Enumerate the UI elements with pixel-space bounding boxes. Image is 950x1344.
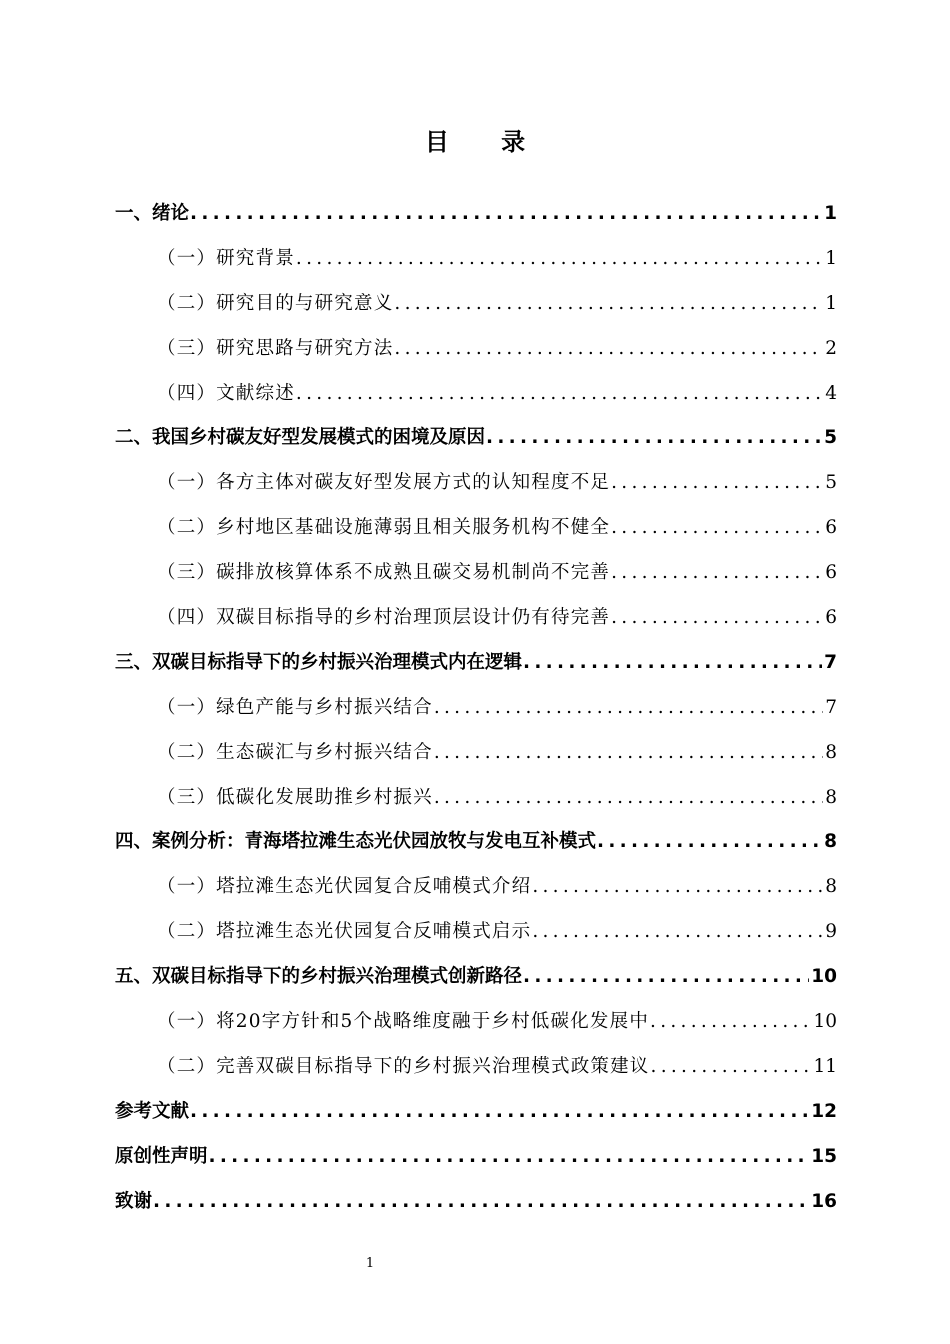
toc-entry-title: （二）乡村地区基础设施薄弱且相关服务机构不健全 [157, 517, 611, 539]
toc-entry-page: 10 [811, 966, 837, 988]
toc-entry-title: （二）完善双碳目标指导下的乡村振兴治理模式政策建议 [157, 1055, 650, 1077]
toc-section-entry[interactable] [115, 596, 837, 641]
toc-entry-page: 10 [813, 1011, 837, 1033]
toc-entry-title: （二）生态碳汇与乡村振兴结合 [157, 741, 433, 763]
toc-chapter-entry[interactable] [115, 955, 837, 1000]
toc-entry-title: （一）绿色产能与乡村振兴结合 [157, 696, 433, 718]
toc-dot-leader [434, 731, 823, 776]
toc-dot-leader [190, 1090, 809, 1135]
toc-dot-leader [650, 1000, 811, 1045]
toc-dot-leader [611, 461, 823, 506]
toc-entry-title: （一）将20字方针和5个战略维度融于乡村低碳化发展中 [157, 1011, 650, 1033]
toc-chapter-entry[interactable] [115, 641, 837, 686]
toc-dot-leader [597, 820, 822, 865]
toc-dot-leader [532, 865, 823, 910]
toc-section-entry[interactable] [115, 461, 837, 506]
toc-dot-leader [153, 1180, 809, 1225]
toc-entry-page: 1 [824, 203, 837, 224]
toc-entry-title: 原创性声明 [115, 1145, 208, 1167]
toc-dot-leader [651, 1045, 812, 1090]
toc-entry-title: （三）碳排放核算体系不成熟且碳交易机制尚不完善 [157, 562, 611, 584]
toc-entry-title: 四、案例分析：青海塔拉滩生态光伏园放牧与发电互补模式 [115, 831, 597, 853]
toc-entry-title: 三、双碳目标指导下的乡村振兴治理模式内在逻辑 [115, 651, 523, 673]
toc-entry-page: 7 [825, 696, 837, 718]
toc-entry-page: 5 [825, 472, 837, 494]
toc-dot-leader [394, 282, 823, 327]
page-number: 1 [365, 1256, 375, 1271]
toc-entry-title: （三）研究思路与研究方法 [157, 337, 394, 359]
toc-entry-page: 16 [811, 1190, 837, 1212]
toc-entry-page: 12 [811, 1100, 837, 1122]
toc-entry-page: 1 [825, 292, 837, 314]
toc-entry-title: （二）研究目的与研究意义 [157, 292, 394, 314]
toc-entry-page: 5 [824, 427, 837, 449]
toc-entry-title: （四）双碳目标指导的乡村治理顶层设计仍有待完善 [157, 607, 611, 629]
toc-section-entry[interactable] [115, 865, 837, 910]
toc-entry-page: 4 [825, 382, 837, 404]
toc-section-entry[interactable] [115, 282, 837, 327]
toc-dot-leader [611, 596, 823, 641]
toc-chapter-entry[interactable] [115, 820, 837, 865]
toc-entry-title: （一）研究背景 [157, 247, 295, 269]
toc-section-entry[interactable] [115, 372, 837, 417]
toc-chapter-entry[interactable] [115, 1090, 837, 1135]
toc-entry-title: （二）塔拉滩生态光伏园复合反哺模式启示 [157, 921, 532, 943]
toc-entry-page: 6 [825, 607, 837, 629]
toc-entry-title: 参考文献 [115, 1100, 190, 1122]
toc-dot-leader [523, 641, 822, 686]
toc-chapter-entry[interactable] [115, 416, 837, 461]
toc-entry-page: 1 [825, 247, 837, 269]
toc-section-entry[interactable] [115, 551, 837, 596]
toc-entry-page: 8 [825, 876, 837, 898]
toc-section-entry[interactable] [115, 731, 837, 776]
toc-entry-page: 6 [825, 562, 837, 584]
toc-entry-page: 8 [825, 741, 837, 763]
toc-entry-page: 9 [825, 921, 837, 943]
toc-chapter-entry[interactable] [115, 1180, 837, 1225]
toc-chapter-entry[interactable] [115, 192, 837, 237]
toc-section-entry[interactable] [115, 686, 837, 731]
toc-dot-leader [434, 686, 823, 731]
toc-section-entry[interactable] [115, 776, 837, 821]
toc-section-entry[interactable] [115, 327, 837, 372]
toc-dot-leader [523, 955, 809, 1000]
toc-entry-page: 8 [825, 786, 837, 808]
toc-dot-leader [296, 372, 823, 417]
toc-entry-page: 15 [811, 1145, 837, 1167]
toc-dot-leader [611, 506, 823, 551]
toc-entry-title: 五、双碳目标指导下的乡村振兴治理模式创新路径 [115, 966, 523, 988]
toc-entry-title: 一、绪论 [115, 203, 190, 224]
toc-entry-page: 6 [825, 517, 837, 539]
toc-chapter-entry[interactable] [115, 1135, 837, 1180]
toc-entry-title: 致谢 [115, 1190, 153, 1212]
toc-entry-title: （四）文献综述 [157, 382, 295, 404]
toc-entry-title: （一）塔拉滩生态光伏园复合反哺模式介绍 [157, 876, 532, 898]
toc-entry-title: （一）各方主体对碳友好型发展方式的认知程度不足 [157, 472, 611, 494]
toc-dot-leader [209, 1135, 810, 1180]
toc-section-entry[interactable] [115, 910, 837, 955]
toc-dot-leader [486, 416, 822, 461]
toc-section-entry[interactable] [115, 1000, 837, 1045]
toc-entry-page: 11 [813, 1055, 837, 1077]
toc-entry-page: 2 [825, 337, 837, 359]
toc-section-entry[interactable] [115, 237, 837, 282]
toc-dot-leader [190, 192, 822, 237]
toc-dot-leader [296, 237, 823, 282]
toc-dot-leader [532, 910, 823, 955]
toc-entry-title: 二、我国乡村碳友好型发展模式的困境及原因 [115, 427, 486, 449]
toc-entry-page: 7 [824, 651, 837, 673]
toc-section-entry[interactable] [115, 1045, 837, 1090]
table-of-contents [115, 192, 837, 1224]
toc-dot-leader [434, 776, 823, 821]
toc-entry-page: 8 [824, 831, 837, 853]
toc-title: 目 录 [424, 128, 548, 156]
toc-dot-leader [611, 551, 823, 596]
toc-section-entry[interactable] [115, 506, 837, 551]
toc-entry-title: （三）低碳化发展助推乡村振兴 [157, 786, 433, 808]
toc-dot-leader [394, 327, 823, 372]
